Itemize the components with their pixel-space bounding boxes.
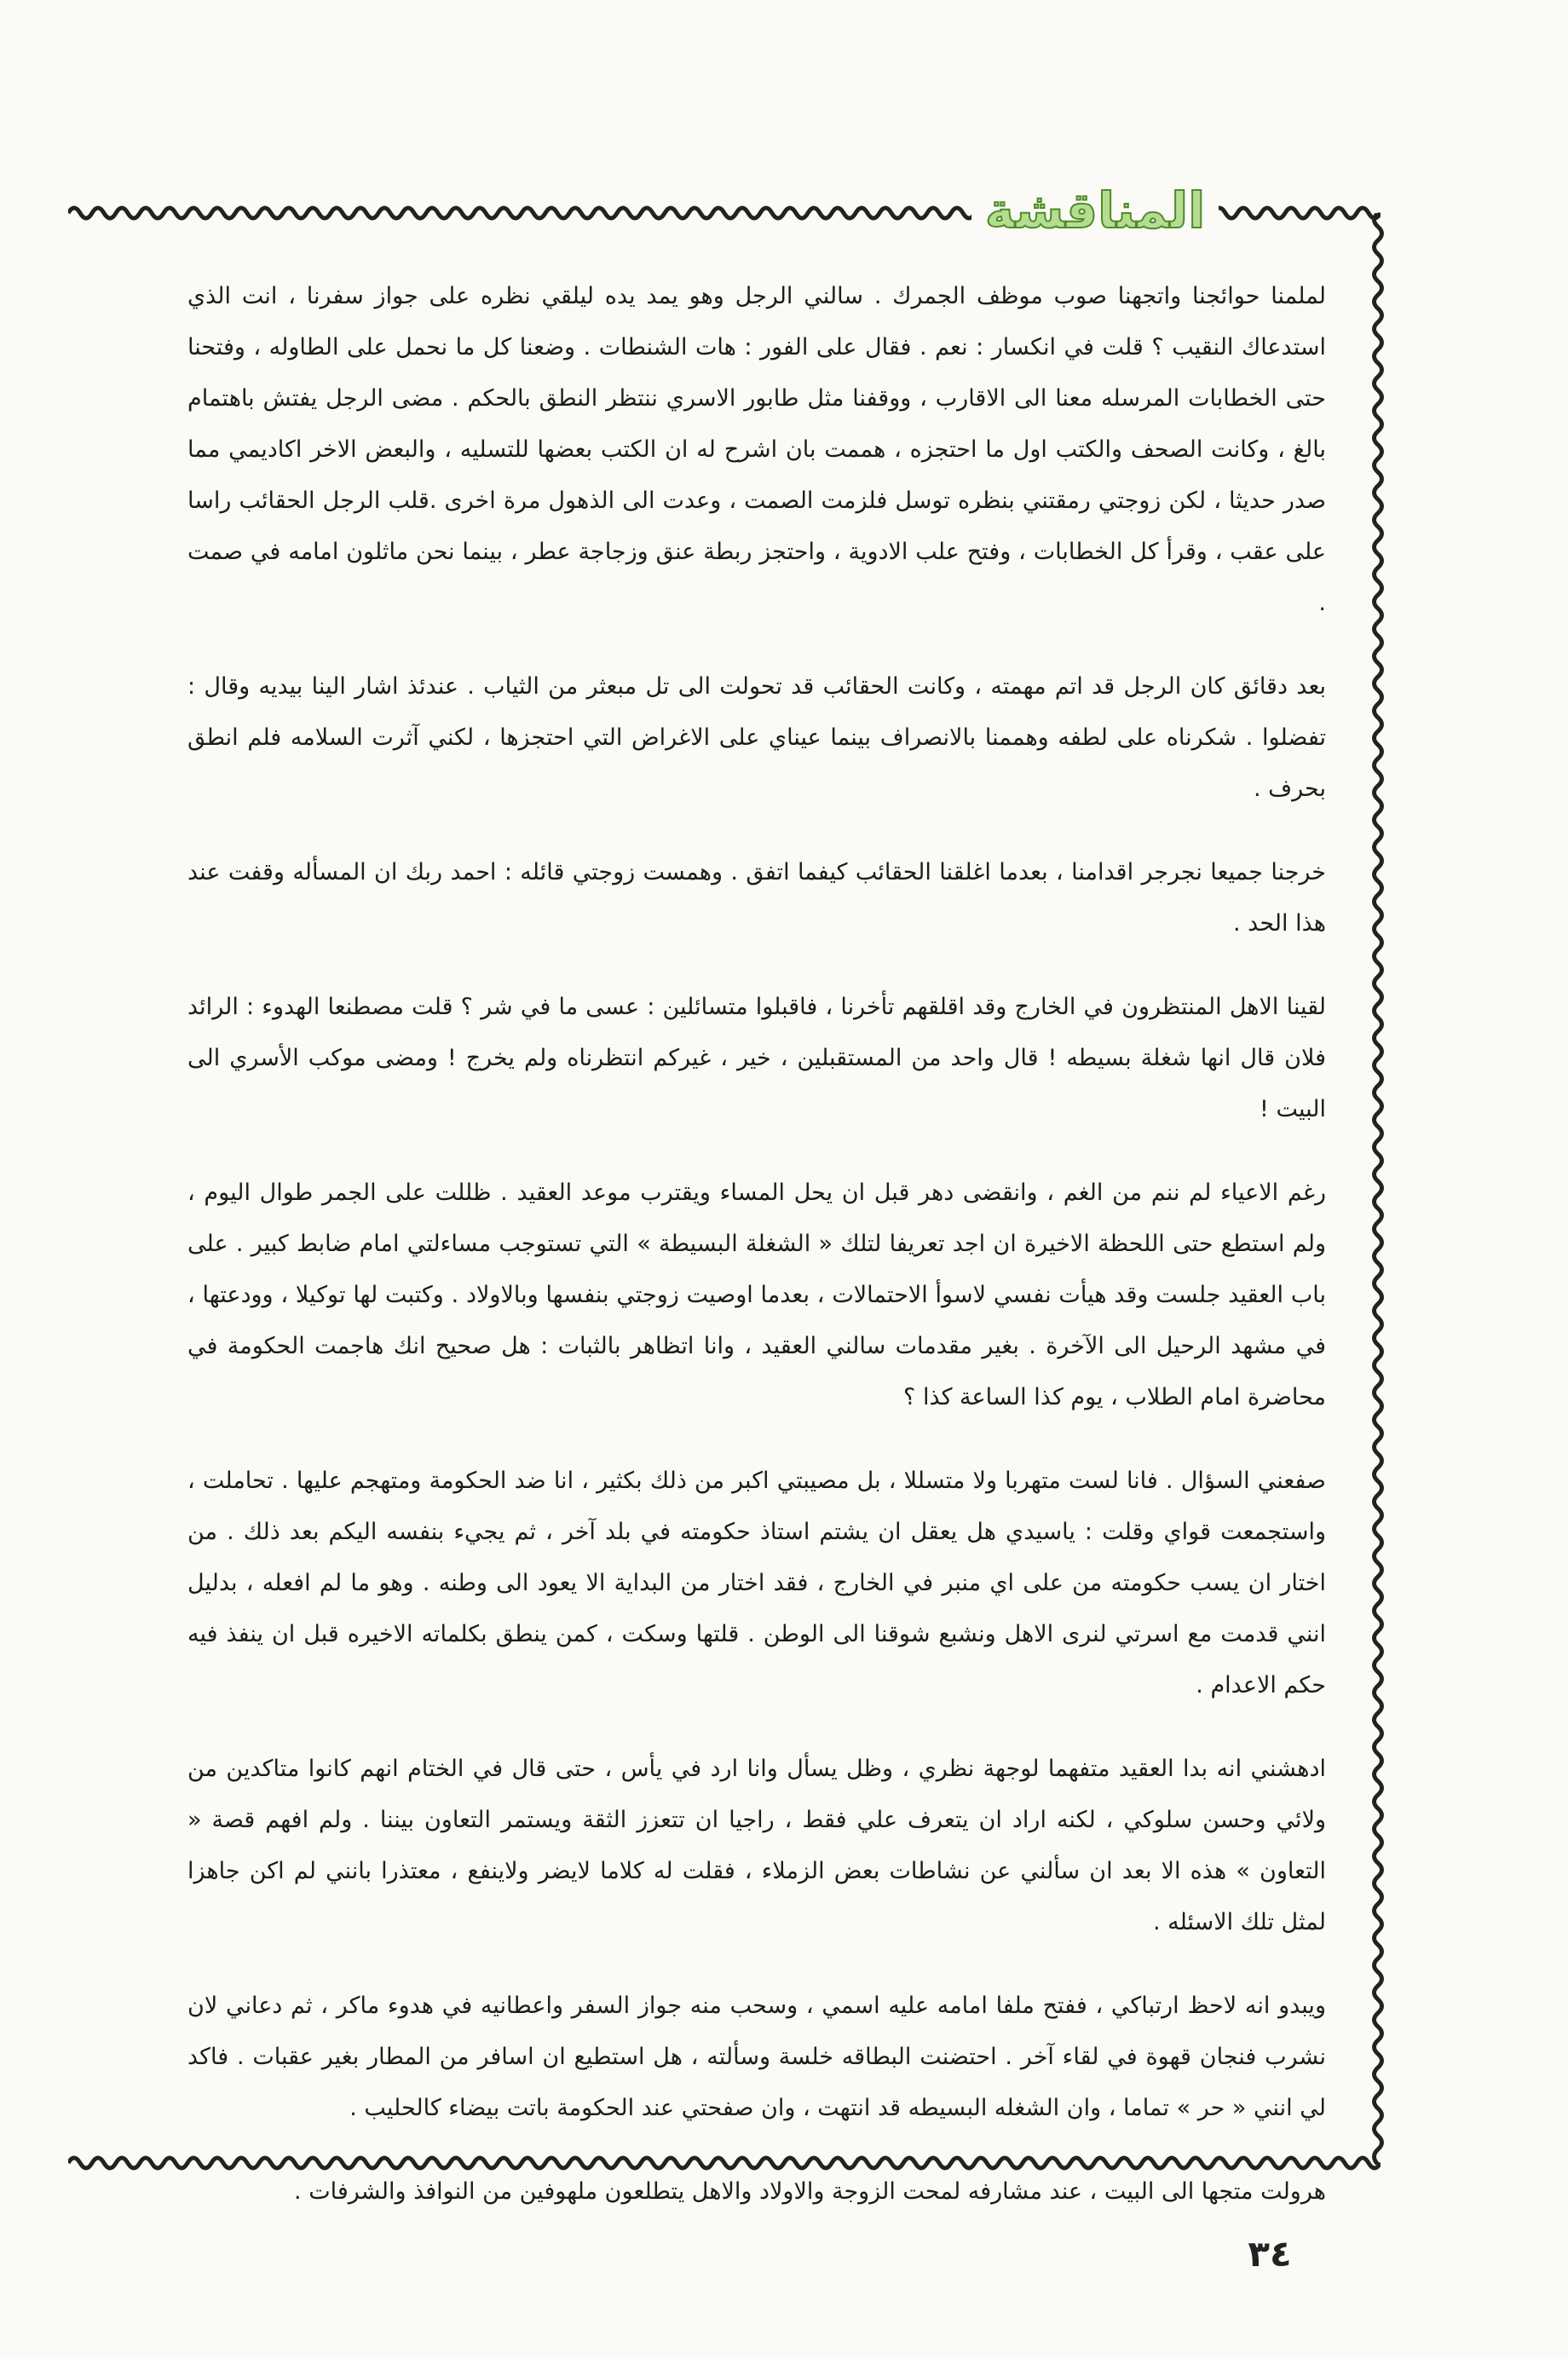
paragraph-5: رغم الاعياء لم ننم من الغم ، وانقضى دهر قبل ان يحل المساء ويقترب موعد العقيد . ظللت على الجمر طوال اليوم ، ولم استطع حتى اللحظة الاخيرة ان اجد تعريفا لتلك « الشغلة البسيطة » التي تستوجب مساءلتي امام ضابط كبير . على باب العقيد جلست وقد هيأت نفسي لاسوأ الاحتمالات ، بعدما اوصيت زوجتي بنفسها وبالاولاد . وكتبت لها توكيلا ، وودعتها ، في مشهد الرحيل الى الآخرة . بغير مقدمات سالني العقيد ، وانا اتظاهر بالثبات : هل صحيح انك هاجمت الحكومة في محاضرة امام الطلاب ، يوم كذا الساعة كذا ؟ bbox=[187, 1180, 1326, 1410]
paragraph-6: صفعني السؤال . فانا لست متهربا ولا متسللا ، بل مصيبتي اكبر من ذلك بكثير ، انا ضد الحكومة ومتهجم عليها . تحاملت ، واستجمعت قواي وقلت : ياسيدي هل يعقل ان يشتم استاذ حكومته في بلد آخر ، ثم يجيء بنفسه اليكم بعد ذلك . من اختار ان يسب حكومته من على اي منبر في الخارج ، فقد اختار من البداية الا يعود الى وطنه . وهو ما لم افعله ، بدليل انني قدمت مع اسرتي لنرى الاهل ونشبع شوقنا الى الوطن . قلتها وسكت ، كمن ينطق بكلماته الاخيره قبل ان ينفذ فيه حكم الاعدام . bbox=[187, 1468, 1326, 1699]
paragraph-3: خرجنا جميعا نجرجر اقدامنا ، بعدما اغلقنا الحقائب كيفما اتفق . وهمست زوجتي قائله : احمد ربك ان المسأله وقفت عند هذا الحد . bbox=[187, 859, 1326, 937]
paragraph-9: هرولت متجها الى البيت ، عند مشارفه لمحت الزوجة والاولاد والاهل يتطلعون ملهوفين من النوافذ والشرفات . bbox=[294, 2178, 1326, 2205]
page-number: ٣٤ bbox=[1248, 2233, 1292, 2275]
paragraph-7: ادهشني انه بدا العقيد متفهما لوجهة نظري ، وظل يسأل وانا ارد في يأس ، حتى قال في الختام انهم كانوا متاكدين من ولائي وحسن سلوكي ، لكنه اراد ان يتعرف علي فقط ، راجيا ان تتعزز الثقة ويستمر التعاون بيننا . ولم افهم قصة « التعاون » هذه الا بعد ان سألني عن نشاطات بعض الزملاء ، فقلت له كلاما لايضر ولاينفع ، معتذرا بانني لم اكن جاهزا لمثل تلك الاسئله . bbox=[187, 1756, 1326, 1935]
section-logo: المناقشة bbox=[971, 181, 1219, 240]
paragraph-1: لملمنا حوائجنا واتجهنا صوب موظف الجمرك . سالني الرجل وهو يمد يده ليلقي نظره على جواز سفرنا ، انت الذي استدعاك النقيب ؟ قلت في انكسار : نعم . فقال على الفور : هات الشنطات . وضعنا كل ما نحمل على الطاوله ، وفتحنا حتى الخطابات المرسله معنا الى الاقارب ، ووقفنا مثل طابور الاسري ننتظر النطق بالحكم . مضى الرجل يفتش باهتمام بالغ ، وكانت الصحف والكتب اول ما احتجزه ، هممت بان اشرح له ان الكتب بعضها للتسليه ، والبعض الاخر اكاديمي مما صدر حديثا ، لكن زوجتي رمقتني بنظره توسل فلزمت الصمت ، وعدت الى الذهول مرة اخرى .قلب الرجل الحقائب راسا على عقب ، وقرأ كل الخطابات ، وفتح علب الادوية ، واحتجز ربطة عنق وزجاجة عطر ، بينما نحن ماثلون امامه في صمت . bbox=[187, 283, 1326, 616]
paragraph-2: بعد دقائق كان الرجل قد اتم مهمته ، وكانت الحقائب قد تحولت الى تل مبعثر من الثياب . عندئذ اشار الينا بيديه وقال : تفضلوا . شكرناه على لطفه وهممنا بالانصراف بينما عيناي على الاغراض التي احتجزها ، لكني آثرت السلامه فلم انطق بحرف . bbox=[187, 673, 1326, 802]
right-wavy-border bbox=[1367, 213, 1389, 2165]
paragraph-4: لقينا الاهل المنتظرون في الخارج وقد اقلقهم تأخرنا ، فاقبلوا متسائلين : عسى ما في شر ؟ قلت مصطنعا الهدوء : الرائد فلان قال انها شغلة بسيطه ! قال واحد من المستقبلين ، خير ، غيركم انتظرناه ولم يخرج ! ومضى موكب الأسري الى البيت ! bbox=[187, 994, 1326, 1122]
article-body bbox=[187, 271, 1326, 2250]
paragraph-8: ويبدو انه لاحظ ارتباكي ، ففتح ملفا امامه عليه اسمي ، وسحب منه جواز السفر واعطانيه في هدوء ماكر ، ثم دعاني لان نشرب فنجان قهوة في لقاء آخر . احتضنت البطاقه خلسة وسألته ، هل استطيع ان اسافر من المطار بغير عقبات . فاكد لي انني « حر » تماما ، وان الشغله البسيطه قد انتهت ، وان صفحتي عند الحكومة باتت بيضاء كالحليب . bbox=[187, 1993, 1326, 2121]
